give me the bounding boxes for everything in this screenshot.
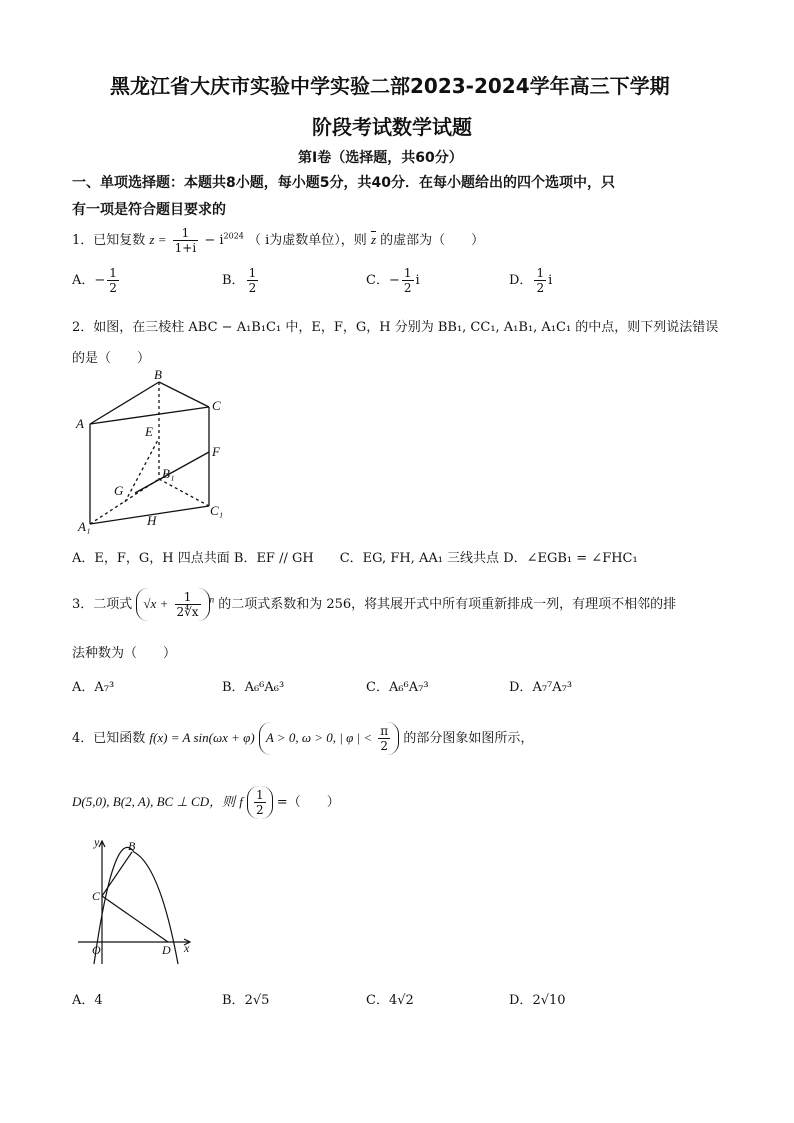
segment-cd	[102, 896, 168, 942]
label-a: A	[76, 416, 84, 431]
option-label: D．	[509, 993, 533, 1008]
page-title-line2: 阶段考试数学试题	[312, 115, 472, 139]
q3-exp: n	[209, 594, 215, 605]
q4-cond-den: 2	[380, 739, 389, 753]
option-text: 4	[94, 993, 103, 1008]
question-1	[72, 226, 484, 255]
option-fraction	[247, 266, 259, 295]
q4-option-d[interactable]	[509, 989, 566, 1008]
option-label: A．	[72, 680, 95, 695]
label-h: H	[147, 513, 157, 528]
edge-b1c1	[159, 479, 209, 506]
frac-num: 1	[403, 266, 412, 280]
frac-den: 2	[109, 281, 117, 295]
section-heading: 一、单项选择题：本题共8小题，每小题5分，共40分．在每小题给出的四个选项中，只	[72, 175, 615, 191]
q4-given: D(5,0), B(2, A), BC ⊥ CD，则	[72, 794, 236, 809]
q1-fraction	[173, 226, 199, 255]
q4-arg-fraction	[254, 788, 266, 817]
option-text: 2√10	[532, 993, 566, 1008]
q1-option-d[interactable]	[509, 266, 552, 295]
frac-num: 1	[109, 266, 117, 280]
question-4	[72, 722, 533, 755]
label-b: B	[154, 367, 162, 382]
option-label: B．	[222, 273, 245, 288]
frac-den: 2	[248, 281, 257, 295]
option-label: B．	[222, 680, 245, 695]
q4-func: f(x) = A sin(ωx + φ)	[149, 730, 255, 745]
option-label: B．	[222, 993, 245, 1008]
q4-arg-den: 2	[256, 803, 264, 817]
edge-ab	[90, 382, 159, 424]
label-y: y	[94, 836, 100, 849]
q3-frac-num: 1	[175, 590, 201, 605]
option-unit: i	[415, 273, 420, 288]
q3-option-d[interactable]	[509, 676, 572, 695]
q1-power: 2024	[223, 231, 244, 241]
prism-figure	[72, 364, 232, 534]
label-x: x	[184, 941, 190, 955]
option-unit: i	[548, 273, 553, 288]
q3-sqrtx: √x +	[143, 596, 169, 611]
question-4-line2	[72, 786, 340, 819]
option-label: A．	[72, 273, 95, 288]
q1-suffix: （ i为虚数单位），则	[248, 233, 367, 248]
q3-option-c[interactable]	[366, 676, 429, 695]
q3-binomial	[136, 588, 209, 621]
q1-tail: 的虚部为（ ）	[380, 233, 485, 248]
label-b: B	[128, 839, 136, 853]
option-text: A₆⁶A₇³	[388, 680, 429, 695]
question-3	[72, 588, 676, 621]
label-c1: C₁	[210, 503, 224, 518]
q3-option-b[interactable]	[222, 676, 284, 695]
q4-equals: =（ ）	[276, 795, 340, 810]
q3-fraction	[175, 590, 201, 619]
question-3-line2: 法种数为（ ）	[72, 646, 177, 661]
q4-suffix: 的部分图象如图所示，	[403, 731, 534, 746]
question-2: 2．如图，在三棱柱 ABC − A₁B₁C₁ 中，E，F，G，H 分别为 BB₁, CC₁, A₁B₁, A₁C₁ 的中点，则下列说法错误	[72, 320, 719, 335]
label-b1: B₁	[162, 466, 175, 481]
line-ge	[125, 438, 159, 502]
q1-z: z =	[149, 232, 167, 247]
q4-cond-num: π	[380, 724, 389, 738]
label-d: D	[162, 943, 171, 957]
option-label: C．	[366, 680, 389, 695]
option-label: D．	[509, 680, 533, 695]
q1-minus-i: − i	[204, 233, 224, 248]
label-c: C	[212, 398, 221, 413]
frac-den: 2	[403, 281, 412, 295]
q1-prefix: 1．已知复数	[72, 233, 146, 248]
q1-option-a[interactable]	[72, 266, 121, 295]
edge-ac	[90, 407, 209, 424]
option-fraction	[107, 266, 119, 295]
edge-bc	[159, 382, 209, 407]
sine-graph-figure	[72, 836, 202, 966]
q4-option-a[interactable]	[72, 989, 103, 1008]
q1-zbar: $\overline{z}$	[370, 232, 377, 247]
question-2-line2: 的是（ ）	[72, 351, 151, 366]
q4-condition	[259, 722, 399, 755]
q1-frac-num: 1	[173, 226, 199, 241]
page-title: 黑龙江省大庆市实验中学实验二部2023-2024学年高三下学期	[110, 74, 670, 98]
q1-frac-den: 1+i	[174, 241, 197, 255]
q1-option-b[interactable]	[222, 266, 260, 295]
option-label: C．	[366, 993, 389, 1008]
q4-option-b[interactable]	[222, 989, 269, 1008]
q1-option-c[interactable]	[366, 266, 420, 295]
option-sign: −	[94, 273, 106, 288]
q4-cond: A > 0, ω > 0, | φ | <	[265, 730, 373, 745]
label-f: F	[212, 444, 220, 459]
frac-den: 2	[536, 281, 545, 295]
q3-frac-den: 2∜x	[176, 605, 199, 619]
option-fraction	[402, 266, 414, 295]
q4-f: f	[239, 794, 243, 809]
label-g: G	[114, 483, 124, 498]
q4-arg	[247, 786, 273, 819]
option-label: A．	[72, 993, 95, 1008]
label-o: O	[92, 943, 101, 957]
option-text: 2√5	[244, 993, 270, 1008]
q4-option-c[interactable]	[366, 989, 414, 1008]
frac-num: 1	[536, 266, 545, 280]
label-e: E	[145, 424, 153, 439]
option-label: C．	[366, 273, 389, 288]
option-text: A₆⁶A₆³	[244, 680, 285, 695]
q3-suffix: 的二项式系数和为 256，将其展开式中所有项重新排成一列，有理项不相邻的排	[218, 597, 677, 612]
q2-options[interactable]: A．E，F，G，H 四点共面 B．EF // GH C．EG, FH, AA₁ 三线共点 D．∠EGB₁ = ∠FHC₁	[72, 551, 638, 566]
option-text: A₇³	[94, 680, 115, 695]
option-text: A₇⁷A₇³	[532, 680, 573, 695]
option-fraction	[534, 266, 546, 295]
volume-heading: 第Ⅰ卷（选择题，共60分）	[298, 150, 463, 166]
q3-prefix: 3．二项式	[72, 597, 133, 612]
label-c: C	[92, 889, 101, 903]
option-sign: −	[388, 273, 400, 288]
label-a1: A₁	[78, 519, 91, 534]
frac-num: 1	[248, 266, 257, 280]
q4-prefix: 4．已知函数	[72, 731, 146, 746]
option-label: D．	[509, 273, 533, 288]
option-text: 4√2	[388, 993, 414, 1008]
q4-cond-fraction	[378, 724, 390, 753]
section-heading-line2: 有一项是符合题目要求的	[72, 202, 226, 218]
q4-arg-num: 1	[256, 788, 264, 802]
q3-option-a[interactable]	[72, 676, 114, 695]
